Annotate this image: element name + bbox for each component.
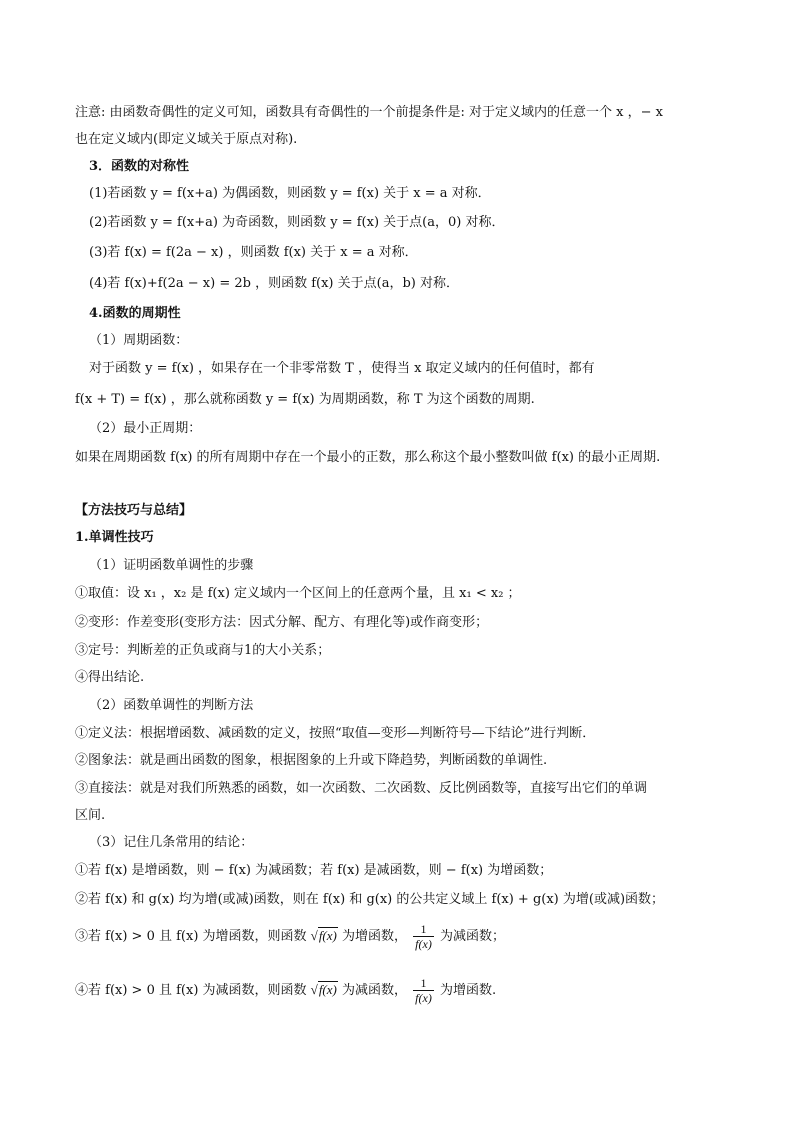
conclusion-1: ①若 f(x) 是增函数，则 − f(x) 为减函数；若 f(x) 是减函数，则 − f(x) 为增函数；	[75, 863, 553, 878]
note-line-2: 也在定义域内(即定义域关于原点对称).	[75, 132, 298, 147]
sqrt-symbol: √	[310, 982, 318, 997]
conclusion-4	[75, 976, 735, 1005]
conclusion-3	[75, 922, 735, 951]
method-definition: ①定义法：根据增函数、减函数的定义，按照“取值—变形—判断符号—下结论”进行判断．	[75, 726, 596, 741]
heading-periodicity: 4.函数的周期性	[89, 306, 181, 321]
sqrt-symbol: √	[310, 928, 318, 943]
sqrt-argument: f(x)	[318, 982, 337, 997]
sqrt-expression	[311, 927, 338, 945]
subheading-min-period: （2）最小正周期：	[89, 421, 202, 436]
symmetry-rule-2: (2)若函数 y = f(x+a) 为奇函数，则函数 y = f(x) 关于点(a，0) 对称．	[89, 215, 505, 230]
fraction-expression	[413, 976, 434, 1005]
method-direct-line-2: 区间.	[75, 808, 106, 823]
conclusion-4-text-a: ④若 f(x) > 0 且 f(x) 为减函数，则函数	[75, 983, 307, 998]
fraction-denominator: f(x)	[415, 937, 432, 951]
conclusion-3-text-a: ③若 f(x) > 0 且 f(x) 为增函数，则函数	[75, 929, 307, 944]
fraction-expression	[413, 922, 434, 951]
method-graph: ②图象法：就是画出函数的图象，根据图象的上升或下降趋势，判断函数的单调性.	[75, 753, 548, 768]
sqrt-expression	[311, 981, 338, 999]
heading-monotonicity-tips: 1.单调性技巧	[75, 530, 154, 545]
step-determine-sign: ③定号：判断差的正负或商与1的大小关系；	[75, 643, 331, 658]
fraction-denominator: f(x)	[415, 991, 432, 1005]
conclusion-3-text-c: 为减函数；	[439, 929, 505, 944]
periodic-definition-line-2: f(x + T) = f(x) ，那么就称函数 y = f(x) 为周期函数，称 T 为这个函数的周期.	[75, 392, 535, 407]
fraction-numerator: 1	[413, 976, 434, 991]
subheading-proof-steps: （1）证明函数单调性的步骤	[89, 558, 254, 573]
conclusion-4-text-b: 为减函数，	[342, 983, 408, 998]
sqrt-argument: f(x)	[318, 928, 337, 943]
symmetry-rule-1: (1)若函数 y = f(x+a) 为偶函数，则函数 y = f(x) 关于 x = a 对称．	[89, 186, 491, 201]
note-line-1: 注意: 由函数奇偶性的定义可知，函数具有奇偶性的一个前提条件是: 对于定义域内的任意一个 x ，− x	[75, 105, 663, 120]
symmetry-rule-4: (4)若 f(x)+f(2a − x) = 2b ，则函数 f(x) 关于点(a，b) 对称．	[89, 276, 459, 291]
subheading-periodic-function: （1）周期函数：	[89, 333, 189, 348]
method-direct-line-1: ③直接法：就是对我们所熟悉的函数，如一次函数、二次函数、反比例函数等，直接写出它们的单调	[75, 781, 648, 796]
conclusion-2: ②若 f(x) 和 g(x) 均为增(或减)函数，则在 f(x) 和 g(x) 的公共定义域上 f(x) + g(x) 为增(或减)函数；	[75, 892, 665, 907]
min-period-definition: 如果在周期函数 f(x) 的所有周期中存在一个最小的正数，那么称这个最小整数叫做 f(x) 的最小正周期.	[75, 450, 661, 465]
periodic-definition-line-1: 对于函数 y = f(x) ，如果存在一个非零常数 T ，使得当 x 取定义域内的任何值时，都有	[89, 361, 595, 376]
subheading-judgment-methods: （2）函数单调性的判断方法	[89, 698, 254, 713]
step-conclude: ④得出结论.	[75, 670, 145, 685]
symmetry-rule-3: (3)若 f(x) = f(2a − x) ，则函数 f(x) 关于 x = a 对称．	[89, 245, 418, 260]
conclusion-3-text-b: 为增函数，	[342, 929, 408, 944]
subheading-common-conclusions: （3）记住几条常用的结论：	[89, 835, 254, 850]
step-take-values: ①取值：设 x₁ ，x₂ 是 f(x) 定义域内一个区间上的任意两个量，且 x₁ < x₂ ；	[75, 586, 521, 601]
conclusion-4-text-c: 为增函数.	[439, 983, 497, 998]
fraction-numerator: 1	[413, 922, 434, 937]
heading-symmetry: 3．函数的对称性	[89, 159, 190, 174]
step-transform: ②变形：作差变形(变形方法：因式分解、配方、有理化等)或作商变形；	[75, 615, 489, 630]
section-heading-methods: 【方法技巧与总结】	[75, 503, 193, 518]
